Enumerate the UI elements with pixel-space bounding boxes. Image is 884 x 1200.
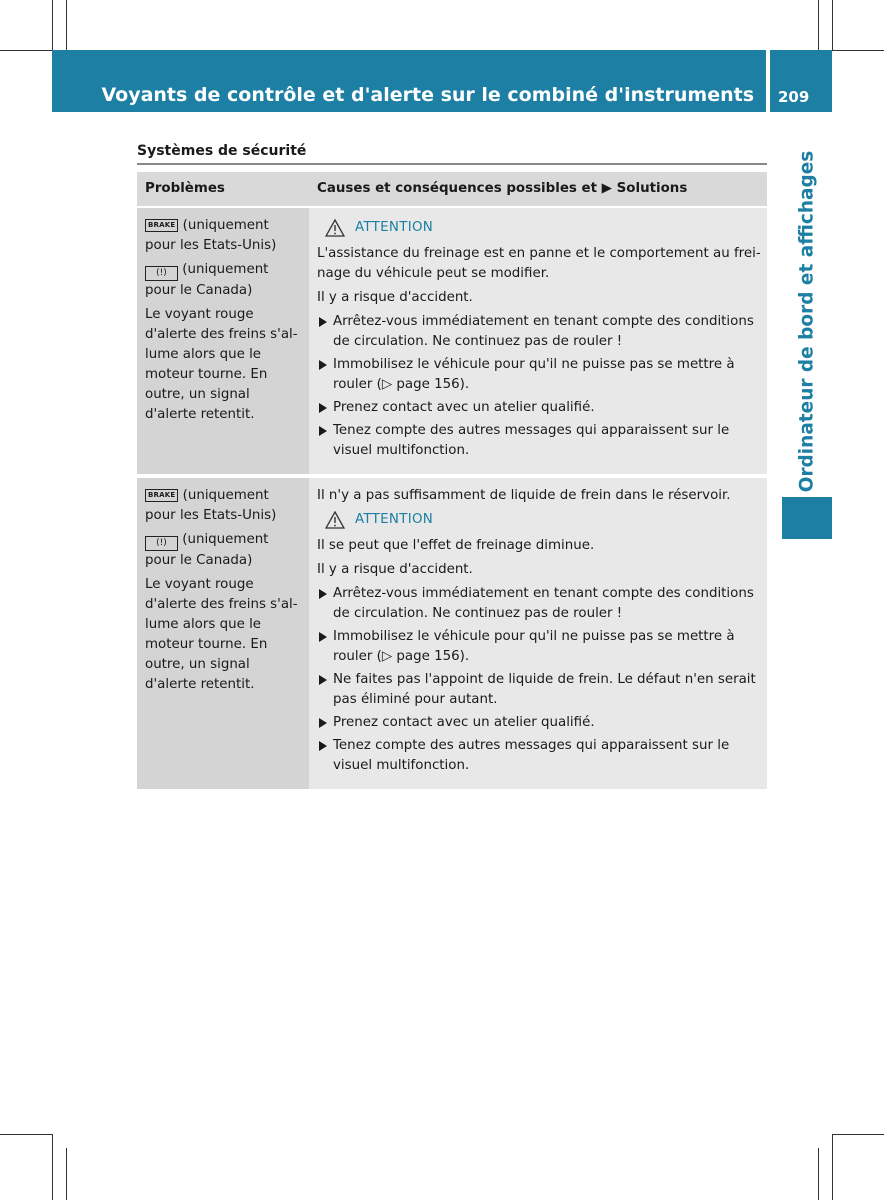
warning-heading [325,218,761,238]
solution-list [317,584,761,776]
column-header-problems: Problèmes [137,172,309,207]
brake-circle-warning-icon: (!) [145,536,178,551]
section-divider [137,163,767,165]
usa-note: (uniquement pour les Etats-Unis) [145,218,277,253]
table-row [137,207,767,476]
list-item: Immobilisez le véhicule pour qu'il ne puisse pas se mettre à rouler (▷ page 156). [317,355,761,395]
crop-mark [52,1134,53,1200]
warning-label: ATTENTION [355,512,434,527]
list-item: Arrêtez-vous immédiatement en tenant compte des conditions de circulation. Ne continuez pas de rouler ! [317,312,761,352]
warning-triangle-icon [325,219,345,237]
safety-systems-table [137,172,767,789]
list-item: Prenez contact avec un atelier qualifié. [317,713,761,733]
crop-mark [52,0,53,50]
problem-description: Le voyant rouge d'alerte des freins s'al-lume alors que le moteur tourne. En outre, un signal d'alerte retentit. [145,577,298,692]
column-header-causes: Causes et conséquences possibles et ▶ Solutions [309,172,767,207]
list-item: Tenez compte des autres messages qui apparaissent sur le visuel multifonction. [317,421,761,461]
canada-note: (uniquement pour le Canada) [145,532,269,568]
canada-note: (uniquement pour le Canada) [145,262,269,298]
brake-warning-icon: BRAKE [145,489,178,502]
crop-mark [66,1148,67,1200]
cause-cell [309,207,767,476]
chapter-marker-block [782,497,832,539]
cause-intro: Il n'y a pas suffisamment de liquide de frein dans le réservoir. [317,488,731,503]
crop-mark [66,0,67,50]
usa-note: (uniquement pour les Etats-Unis) [145,488,277,523]
risk-text: Il y a risque d'accident. [317,562,473,577]
crop-mark [0,50,52,51]
warning-text: Il se peut que l'effet de freinage diminue. [317,538,595,553]
chapter-side-tab [782,150,832,492]
crop-mark [832,0,833,50]
table-header-row [137,172,767,207]
crop-mark [832,1134,884,1135]
problem-cell [137,207,309,476]
cause-cell [309,476,767,789]
crop-mark [0,1134,52,1135]
page-number: 209 [778,88,810,106]
list-item: Tenez compte des autres messages qui apparaissent sur le visuel multifonction. [317,736,761,776]
warning-triangle-icon [325,511,345,529]
problem-description: Le voyant rouge d'alerte des freins s'al-lume alors que le moteur tourne. En outre, un signal d'alerte retentit. [145,307,298,422]
page-header [52,50,766,112]
list-item: Ne faites pas l'appoint de liquide de frein. Le défaut n'en serait pas éliminé pour autant. [317,670,761,710]
problem-cell [137,476,309,789]
brake-warning-icon: BRAKE [145,219,178,232]
brake-circle-warning-icon: (!) [145,266,178,281]
table-row [137,476,767,789]
warning-label: ATTENTION [355,220,434,235]
risk-text: Il y a risque d'accident. [317,290,473,305]
crop-mark [832,1134,833,1200]
list-item: Prenez contact avec un atelier qualifié. [317,398,761,418]
crop-mark [832,50,884,51]
crop-mark [818,1148,819,1200]
solution-list [317,312,761,461]
list-item: Arrêtez-vous immédiatement en tenant compte des conditions de circulation. Ne continuez pas de rouler ! [317,584,761,624]
page-title: Voyants de contrôle et d'alerte sur le combiné d'instruments [101,84,754,106]
list-item: Immobilisez le véhicule pour qu'il ne puisse pas se mettre à rouler (▷ page 156). [317,627,761,667]
section-title: Systèmes de sécurité [137,143,307,159]
chapter-side-tab-label: Ordinateur de bord et affichages [796,150,818,492]
warning-heading [325,510,761,530]
crop-mark [818,0,819,50]
page-number-box [770,50,832,112]
warning-text: L'assistance du freinage est en panne et le comportement au frei-nage du véhicule peut se modifier. [317,246,761,281]
